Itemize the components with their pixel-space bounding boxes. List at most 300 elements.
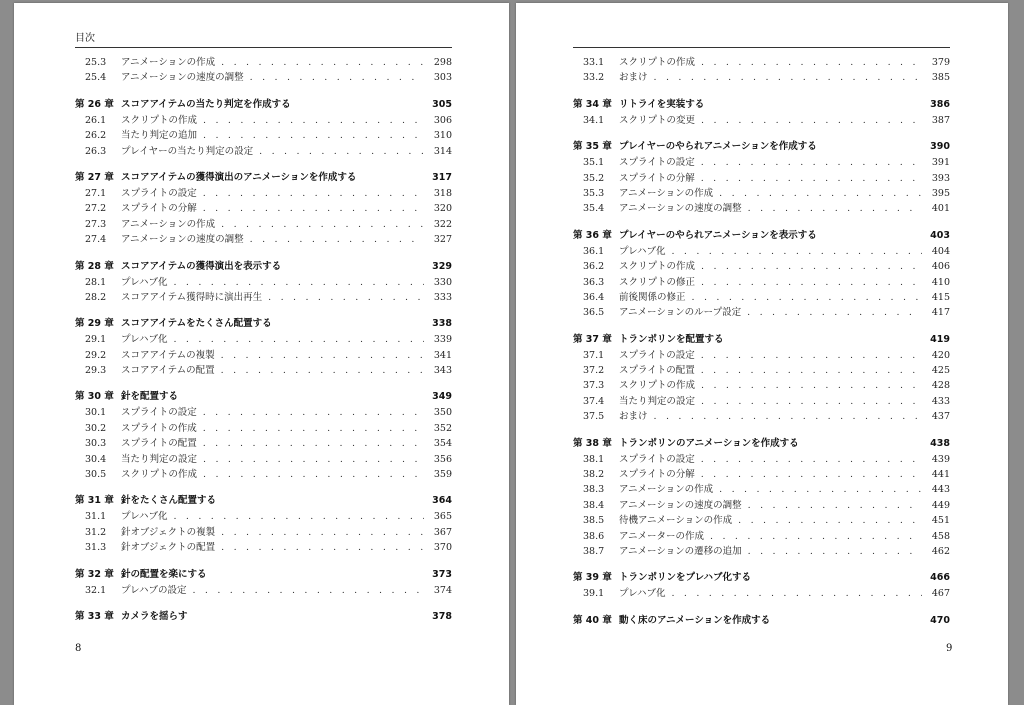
section-entry[interactable] [573, 70, 950, 85]
running-header [75, 33, 452, 48]
section-page: 339 [433, 334, 452, 346]
section-number: 31.1 [85, 511, 107, 523]
section-title: スコアアイテムの配置 [121, 365, 215, 377]
section-number: 37.4 [583, 395, 605, 407]
chapter-number: 第 36 章 [573, 229, 612, 241]
chapter-entry[interactable] [75, 259, 452, 275]
section-page: 385 [931, 72, 950, 84]
dot-leader [701, 55, 922, 70]
dot-leader [654, 70, 922, 85]
chapter-number: 第 30 章 [75, 391, 114, 403]
section-entry[interactable] [75, 217, 452, 232]
section-page: 320 [433, 203, 452, 215]
dot-leader [250, 232, 424, 247]
chapter-title: 針をたくさん配置する [121, 495, 217, 507]
section-title: プレハブ化 [121, 334, 168, 346]
dot-leader [738, 513, 922, 528]
chapter-number: 第 33 章 [75, 610, 114, 622]
dot-leader [671, 586, 922, 601]
section-title: スプライトの分解 [619, 172, 695, 184]
section-number: 28.1 [85, 276, 107, 288]
section-page: 367 [433, 526, 452, 538]
dot-leader [692, 290, 922, 305]
section-title: アニメーションの作成 [619, 187, 714, 199]
section-number: 38.7 [583, 545, 605, 557]
chapter-number: 第 31 章 [75, 495, 114, 507]
section-title: 当たり判定の設定 [121, 453, 198, 465]
dot-leader [259, 144, 424, 159]
section-title: プレハブの設定 [121, 584, 187, 596]
section-number: 28.2 [85, 291, 107, 303]
chapter-entry[interactable] [75, 609, 452, 625]
section-page: 415 [931, 291, 950, 303]
section-entry[interactable] [75, 55, 452, 70]
section-page: 462 [931, 545, 950, 557]
chapter-page: 386 [930, 98, 950, 110]
dot-leader [701, 171, 922, 186]
section-page: 401 [931, 203, 950, 215]
dot-leader [173, 509, 424, 524]
section-entry[interactable] [573, 378, 950, 393]
section-number: 26.2 [85, 130, 107, 142]
chapter-title: 針の配置を楽にする [121, 568, 207, 580]
dot-leader [701, 155, 922, 170]
dot-leader [748, 498, 922, 513]
section-page: 443 [931, 484, 950, 496]
section-entry[interactable] [573, 409, 950, 424]
chapter-page: 373 [432, 568, 452, 580]
section-page: 343 [433, 365, 452, 377]
toc-chapter [573, 613, 950, 629]
section-title: おまけ [619, 72, 648, 84]
chapter-title: プレイヤーのやられアニメーションを作成する [619, 141, 817, 153]
section-entry[interactable] [75, 70, 452, 85]
section-title: プレイヤーの当たり判定の設定 [121, 145, 254, 157]
section-number: 38.5 [583, 515, 605, 527]
section-page: 333 [433, 291, 452, 303]
chapter-number: 第 38 章 [573, 437, 612, 449]
section-entry[interactable] [75, 275, 452, 290]
chapter-number: 第 37 章 [573, 333, 612, 345]
toc-chapter [75, 316, 452, 378]
section-number: 38.4 [583, 499, 605, 511]
chapter-entry[interactable] [573, 139, 950, 155]
section-page: 298 [433, 57, 452, 68]
toc-left [75, 55, 452, 636]
section-page: 441 [931, 469, 950, 481]
section-entry[interactable] [573, 452, 950, 467]
section-entry[interactable] [75, 144, 452, 159]
section-page: 356 [433, 453, 452, 465]
section-entry[interactable] [573, 529, 950, 544]
section-page: 350 [433, 407, 452, 419]
section-entry[interactable] [573, 186, 950, 201]
section-entry[interactable] [75, 540, 452, 555]
section-page: 310 [433, 130, 452, 142]
section-number: 30.1 [85, 407, 107, 419]
section-number: 25.4 [85, 72, 107, 84]
toc-chapter [573, 332, 950, 425]
section-title: プレハブ化 [619, 245, 666, 257]
section-entry[interactable] [75, 436, 452, 451]
chapter-page: 364 [432, 495, 452, 507]
section-entry[interactable] [75, 186, 452, 201]
dot-leader [221, 363, 424, 378]
section-title: プレハブ化 [619, 588, 666, 600]
dot-leader [671, 244, 922, 259]
chapter-entry[interactable] [75, 567, 452, 583]
section-entry[interactable] [75, 113, 452, 128]
chapter-title: スコアアイテムの獲得演出のアニメーションを作成する [121, 171, 357, 183]
toc-chapter [75, 97, 452, 159]
section-number: 30.2 [85, 422, 107, 434]
chapter-title: リトライを実装する [619, 98, 705, 110]
section-title: スクリプトの作成 [619, 261, 696, 273]
section-title: アニメーションの作成 [121, 218, 216, 230]
chapter-number: 第 40 章 [573, 614, 612, 626]
dot-leader [747, 305, 922, 320]
section-page: 437 [931, 411, 950, 423]
section-number: 29.3 [85, 365, 107, 377]
toc-chapter [75, 609, 452, 625]
chapter-page: 390 [930, 141, 950, 153]
header-title: 目次 [75, 33, 95, 44]
section-entry[interactable] [75, 232, 452, 247]
section-page: 428 [931, 380, 950, 392]
section-entry[interactable] [573, 482, 950, 497]
dot-leader [203, 113, 424, 128]
section-entry[interactable] [573, 171, 950, 186]
section-title: スクリプトの作成 [121, 469, 198, 481]
section-number: 29.2 [85, 349, 107, 361]
dot-leader [719, 186, 922, 201]
section-entry[interactable] [573, 290, 950, 305]
section-entry[interactable] [573, 363, 950, 378]
section-page: 467 [931, 588, 950, 600]
section-number: 27.2 [85, 203, 107, 215]
chapter-title: トランポリンのアニメーションを作成する [619, 437, 799, 449]
section-title: スプライトの作成 [121, 422, 197, 434]
chapter-entry[interactable] [75, 493, 452, 509]
chapter-number: 第 28 章 [75, 260, 114, 272]
section-number: 38.6 [583, 530, 605, 542]
section-title: 当たり判定の追加 [121, 130, 198, 142]
chapter-title: トランポリンを配置する [619, 333, 724, 345]
section-title: 当たり判定の設定 [619, 395, 696, 407]
section-title: プレハブ化 [121, 276, 168, 288]
dot-leader [173, 332, 424, 347]
right-page [516, 3, 1008, 705]
toc-chapter [75, 389, 452, 482]
toc-chapter [573, 55, 950, 86]
chapter-page: 349 [432, 391, 452, 403]
section-number: 37.3 [583, 380, 605, 392]
section-entry[interactable] [573, 498, 950, 513]
section-number: 37.1 [583, 349, 605, 361]
dot-leader [719, 482, 922, 497]
section-entry[interactable] [573, 586, 950, 601]
section-number: 35.4 [583, 203, 605, 215]
section-entry[interactable] [573, 275, 950, 290]
dot-leader [701, 378, 922, 393]
section-page: 410 [931, 276, 950, 288]
section-page: 322 [433, 218, 452, 230]
section-page: 359 [433, 469, 452, 481]
section-page: 395 [931, 187, 950, 199]
chapter-entry[interactable] [75, 97, 452, 113]
dot-leader [221, 525, 424, 540]
running-header [573, 33, 950, 48]
chapter-page: 329 [432, 260, 452, 272]
section-number: 33.1 [583, 57, 605, 68]
section-page: 306 [433, 114, 452, 126]
chapter-entry[interactable] [573, 613, 950, 629]
section-entry[interactable] [573, 244, 950, 259]
chapter-entry[interactable] [75, 170, 452, 186]
section-entry[interactable] [75, 421, 452, 436]
toc-chapter [573, 436, 950, 560]
chapter-number: 第 39 章 [573, 572, 612, 584]
dot-leader [748, 544, 922, 559]
section-number: 31.2 [85, 526, 107, 538]
chapter-page: 419 [930, 333, 950, 345]
section-number: 29.1 [85, 334, 107, 346]
dot-leader [221, 55, 424, 70]
toc-right [573, 55, 950, 640]
section-title: 待機アニメーションの作成 [619, 515, 733, 527]
chapter-entry[interactable] [75, 389, 452, 405]
chapter-title: カメラを揺らす [121, 610, 188, 622]
section-entry[interactable] [573, 513, 950, 528]
section-page: 387 [931, 114, 950, 126]
chapter-entry[interactable] [573, 436, 950, 452]
chapter-title: プレイヤーのやられアニメーションを表示する [619, 229, 817, 241]
chapter-page: 338 [432, 318, 452, 330]
section-entry[interactable] [75, 201, 452, 216]
page-number: 8 [75, 643, 82, 654]
chapter-entry[interactable] [573, 570, 950, 586]
section-entry[interactable] [573, 113, 950, 128]
section-title: おまけ [619, 411, 648, 423]
section-entry[interactable] [75, 405, 452, 420]
section-entry[interactable] [573, 467, 950, 482]
section-entry[interactable] [75, 467, 452, 482]
chapter-title: トランポリンをプレハブ化する [619, 572, 751, 584]
section-title: スプライトの設定 [121, 407, 197, 419]
section-title: スプライトの設定 [619, 453, 695, 465]
section-title: スクリプトの変更 [619, 114, 696, 126]
chapter-number: 第 35 章 [573, 141, 612, 153]
section-entry[interactable] [573, 544, 950, 559]
section-number: 31.3 [85, 542, 107, 554]
section-entry[interactable] [573, 394, 950, 409]
section-number: 30.4 [85, 453, 107, 465]
section-number: 37.2 [583, 365, 605, 377]
section-page: 370 [433, 542, 452, 554]
chapter-title: スコアアイテムの獲得演出を表示する [121, 260, 282, 272]
section-title: アニメーションのループ設定 [619, 307, 742, 319]
chapter-number: 第 29 章 [75, 318, 114, 330]
section-entry[interactable] [75, 332, 452, 347]
chapter-number: 第 32 章 [75, 568, 114, 580]
section-number: 27.4 [85, 234, 107, 246]
chapter-page: 317 [432, 171, 452, 183]
section-entry[interactable] [75, 348, 452, 363]
section-title: プレハブ化 [121, 511, 168, 523]
toc-chapter [573, 97, 950, 128]
dot-leader [203, 201, 424, 216]
dot-leader [748, 201, 922, 216]
section-number: 27.3 [85, 218, 107, 230]
section-title: スプライトの配置 [619, 365, 695, 377]
section-page: 458 [931, 530, 950, 542]
section-title: 針オブジェクトの複製 [121, 526, 216, 538]
chapter-title: スコアアイテムをたくさん配置する [121, 318, 272, 330]
section-title: 針オブジェクトの配置 [121, 542, 216, 554]
section-entry[interactable] [573, 155, 950, 170]
page-number: 9 [946, 643, 953, 654]
dot-leader [203, 436, 424, 451]
dot-leader [203, 452, 424, 467]
section-title: アニメーションの作成 [619, 484, 714, 496]
section-page: 404 [931, 245, 950, 257]
dot-leader [701, 394, 922, 409]
section-title: スプライトの設定 [121, 187, 197, 199]
chapter-entry[interactable] [573, 332, 950, 348]
section-number: 30.5 [85, 469, 107, 481]
section-title: スクリプトの作成 [121, 114, 198, 126]
section-entry[interactable] [573, 55, 950, 70]
section-title: スプライトの配置 [121, 438, 197, 450]
left-page [14, 3, 509, 705]
dot-leader [268, 290, 424, 305]
section-page: 354 [433, 438, 452, 450]
section-number: 26.3 [85, 145, 107, 157]
section-page: 379 [931, 57, 950, 68]
section-entry[interactable] [75, 583, 452, 598]
dot-leader [701, 452, 922, 467]
toc-chapter [75, 493, 452, 555]
section-page: 341 [433, 349, 452, 361]
dot-leader [203, 421, 424, 436]
section-number: 26.1 [85, 114, 107, 126]
section-number: 35.1 [583, 157, 605, 169]
section-entry[interactable] [573, 201, 950, 216]
section-page: 314 [433, 145, 452, 157]
section-title: スプライトの分解 [619, 469, 695, 481]
section-number: 35.2 [583, 172, 605, 184]
section-title: スプライトの設定 [619, 349, 695, 361]
chapter-number: 第 34 章 [573, 98, 612, 110]
section-page: 318 [433, 187, 452, 199]
toc-chapter [573, 139, 950, 217]
section-title: 前後関係の修正 [619, 291, 686, 303]
toc-chapter [573, 570, 950, 601]
dot-leader [192, 583, 424, 598]
section-page: 406 [931, 261, 950, 273]
section-entry[interactable] [75, 290, 452, 305]
section-number: 30.3 [85, 438, 107, 450]
section-page: 303 [433, 72, 452, 84]
section-number: 39.1 [583, 588, 605, 600]
section-entry[interactable] [573, 305, 950, 320]
section-entry[interactable] [75, 128, 452, 143]
chapter-page: 466 [930, 572, 950, 584]
section-number: 38.1 [583, 453, 605, 465]
section-title: スクリプトの修正 [619, 276, 696, 288]
dot-leader [654, 409, 922, 424]
dot-leader [173, 275, 424, 290]
dot-leader [701, 113, 922, 128]
dot-leader [701, 363, 922, 378]
section-number: 36.3 [583, 276, 605, 288]
dot-leader [203, 128, 424, 143]
section-number: 38.3 [583, 484, 605, 496]
chapter-title: 針を配置する [121, 391, 179, 403]
section-title: スプライトの設定 [619, 157, 695, 169]
section-title: スプライトの分解 [121, 203, 197, 215]
section-page: 393 [931, 172, 950, 184]
chapter-page: 378 [432, 610, 452, 622]
dot-leader [701, 467, 922, 482]
chapter-entry[interactable] [75, 316, 452, 332]
section-title: アニメーションの作成 [121, 57, 216, 68]
section-entry[interactable] [573, 259, 950, 274]
section-entry[interactable] [75, 525, 452, 540]
section-number: 36.2 [583, 261, 605, 273]
section-page: 439 [931, 453, 950, 465]
section-number: 35.3 [583, 187, 605, 199]
section-title: スコアアイテム獲得時に演出再生 [121, 291, 263, 303]
section-entry[interactable] [75, 509, 452, 524]
section-entry[interactable] [75, 452, 452, 467]
chapter-entry[interactable] [573, 228, 950, 244]
chapter-page: 470 [930, 614, 950, 626]
section-page: 391 [931, 157, 950, 169]
toc-chapter [75, 259, 452, 306]
toc-chapter [75, 567, 452, 598]
section-number: 37.5 [583, 411, 605, 423]
toc-chapter [573, 228, 950, 321]
dot-leader [710, 529, 922, 544]
section-number: 27.1 [85, 187, 107, 199]
section-number: 36.5 [583, 307, 605, 319]
toc-chapter [75, 170, 452, 248]
section-entry[interactable] [75, 363, 452, 378]
section-number: 32.1 [85, 584, 107, 596]
chapter-page: 305 [432, 98, 452, 110]
section-page: 417 [931, 307, 950, 319]
section-title: スコアアイテムの複製 [121, 349, 215, 361]
section-page: 420 [931, 349, 950, 361]
section-title: スクリプトの作成 [619, 380, 696, 392]
chapter-number: 第 27 章 [75, 171, 114, 183]
section-title: アニメーションの遷移の追加 [619, 545, 742, 557]
section-entry[interactable] [573, 348, 950, 363]
section-page: 330 [433, 276, 452, 288]
chapter-title: 動く床のアニメーションを作成する [619, 614, 771, 626]
section-title: アニメーションの速度の調整 [619, 203, 742, 215]
section-number: 38.2 [583, 469, 605, 481]
section-number: 36.4 [583, 291, 605, 303]
section-number: 25.3 [85, 57, 107, 68]
section-title: アニメーターの作成 [619, 530, 705, 542]
dot-leader [221, 540, 424, 555]
chapter-entry[interactable] [573, 97, 950, 113]
section-page: 425 [931, 365, 950, 377]
section-number: 36.1 [583, 245, 605, 257]
dot-leader [221, 217, 424, 232]
